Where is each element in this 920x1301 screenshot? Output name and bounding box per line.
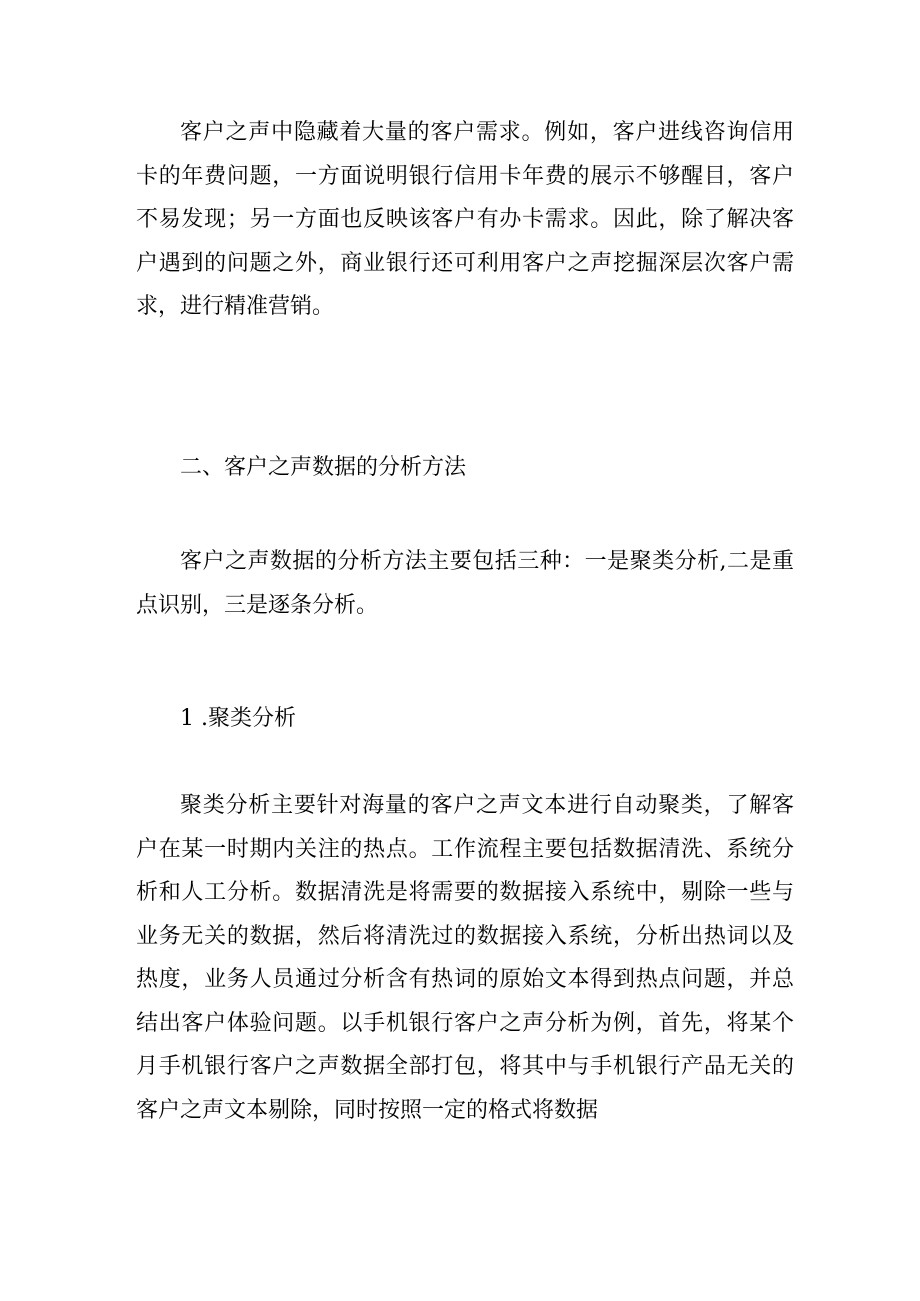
paragraph-customer-voice-needs: 客户之声中隐藏着大量的客户需求。例如，客户进线咨询信用卡的年费问题，一方面说明银行信用卡年费的展示不够醒目，客户不易发现；另一方面也反映该客户有办卡需求。因此，除了解决客户遇到的问题之外，商业银行还可利用客户之声挖掘深层次客户需求，进行精准营销。 — [136, 120, 794, 319]
subsection-heading-cluster-analysis: 1 .聚类分析 — [180, 706, 296, 731]
paragraph-three-methods: 客户之声数据的分析方法主要包括三种：一是聚类分析,二是重点识别，三是逐条分析。 — [136, 549, 794, 618]
paragraph-cluster-analysis: 聚类分析主要针对海量的客户之声文本进行自动聚类，了解客户在某一时期内关注的热点。工作流程主要包括数据清洗、系统分析和人工分析。数据清洗是将需要的数据接入系统中，剔除一些与业务无关的数据，然后将清洗过的数据接入系统，分析出热词以及热度，业务人员通过分析含有热词的原始文本得到热点问题，并总结出客户体验问题。以手机银行客户之声分析为例，首先，将某个月手机银行客户之声数据全部打包，将其中与手机银行产品无关的客户之声文本剔除，同时按照一定的格式将数据 — [136, 793, 794, 1123]
section-heading-analysis-methods: 二、客户之声数据的分析方法 — [180, 455, 467, 480]
